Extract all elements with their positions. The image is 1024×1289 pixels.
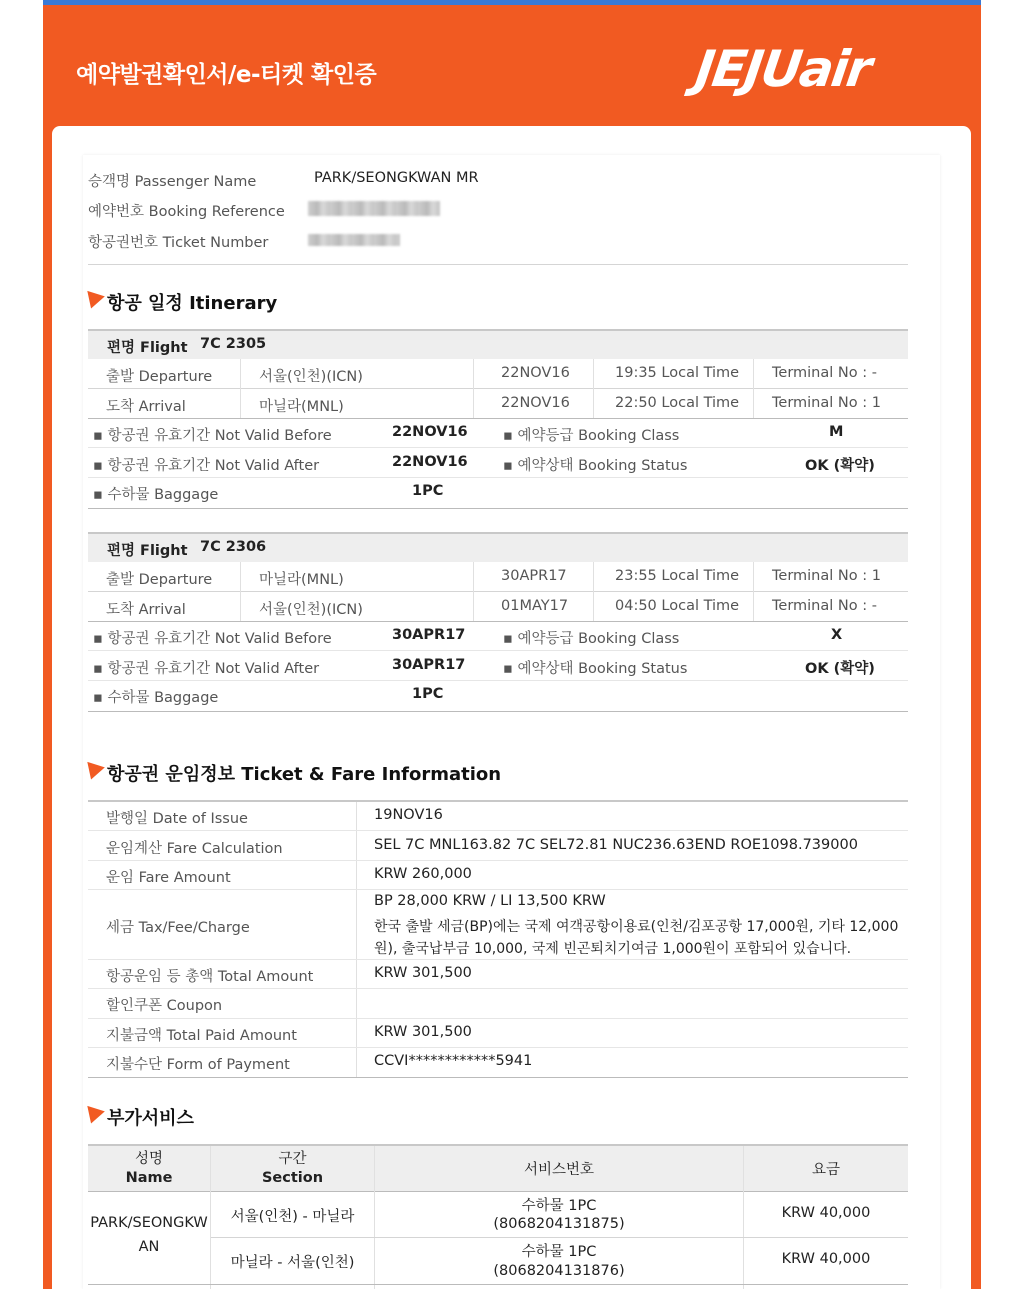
divider bbox=[593, 562, 594, 621]
date-of-issue-label: 발행일 Date of Issue bbox=[106, 811, 248, 827]
header-section-ko: 구간 bbox=[278, 1151, 307, 1167]
departure-date: 22NOV16 bbox=[501, 365, 570, 381]
not-valid-after-label: ▪ 항공권 유효기간 Not Valid After bbox=[93, 661, 320, 677]
extra-service-number: (8068204131875) bbox=[493, 1216, 625, 1232]
booking-status-label: ▪ 예약상태 Booking Status bbox=[503, 458, 688, 474]
header-fee: 요금 bbox=[811, 1162, 840, 1178]
header-name-en: Name bbox=[125, 1170, 173, 1186]
divider bbox=[88, 830, 908, 831]
baggage-label: ▪ 수하물 Baggage bbox=[93, 487, 219, 503]
arrival-label: 도착 Arrival bbox=[106, 399, 186, 415]
arrival-date: 01MAY17 bbox=[501, 598, 569, 614]
jejuair-logo: JEJUair bbox=[691, 40, 874, 98]
divider bbox=[88, 1018, 908, 1019]
not-valid-before-value: 22NOV16 bbox=[392, 424, 468, 440]
extra-section: 마닐라 - 서울(인천) bbox=[230, 1255, 355, 1271]
divider bbox=[240, 562, 241, 621]
not-valid-before-value: 30APR17 bbox=[392, 627, 466, 643]
extra-fee: KRW 40,000 bbox=[781, 1205, 871, 1221]
fare-title: 항공권 운임정보 Ticket & Fare Information bbox=[107, 764, 502, 785]
booking-reference-label: 예약번호 Booking Reference bbox=[88, 204, 285, 220]
date-of-issue-value: 19NOV16 bbox=[374, 807, 443, 823]
divider bbox=[88, 959, 908, 960]
content-panel bbox=[83, 155, 940, 1289]
total-amount-label: 항공운임 등 총액 Total Amount bbox=[106, 969, 314, 985]
header-service-number: 서비스번호 bbox=[523, 1162, 595, 1178]
baggage-value: 1PC bbox=[412, 483, 444, 499]
arrival-city: 마닐라(MNL) bbox=[259, 399, 344, 415]
fare-calculation-value: SEL 7C MNL163.82 7C SEL72.81 NUC236.63END ROE1098.739000 bbox=[374, 837, 858, 853]
departure-terminal: Terminal No : - bbox=[772, 365, 877, 381]
header-section-en: Section bbox=[261, 1170, 324, 1186]
divider bbox=[211, 1237, 908, 1238]
fare-calculation-label: 운임계산 Fare Calculation bbox=[106, 841, 283, 857]
booking-status-value: OK (확약) bbox=[805, 661, 875, 677]
departure-city: 서울(인천)(ICN) bbox=[259, 369, 363, 385]
passenger-name-label: 승객명 Passenger Name bbox=[88, 174, 257, 190]
not-valid-after-label: ▪ 항공권 유효기간 Not Valid After bbox=[93, 458, 320, 474]
extra-passenger-name-line2: AN bbox=[138, 1239, 160, 1255]
itinerary-title: 항공 일정 Itinerary bbox=[107, 293, 278, 314]
form-of-payment-value: CCVI************5941 bbox=[374, 1053, 533, 1069]
divider bbox=[88, 800, 908, 802]
divider bbox=[88, 264, 908, 265]
arrival-label: 도착 Arrival bbox=[106, 602, 186, 618]
extra-services-title: 부가서비스 bbox=[107, 1108, 194, 1129]
total-paid-label: 지불금액 Total Paid Amount bbox=[106, 1028, 297, 1044]
departure-date: 30APR17 bbox=[501, 568, 567, 584]
booking-class-label: ▪ 예약등급 Booking Class bbox=[503, 428, 680, 444]
booking-status-value: OK (확약) bbox=[805, 458, 875, 474]
flight-number: 7C 2305 bbox=[200, 336, 267, 352]
divider bbox=[88, 860, 908, 861]
baggage-label: ▪ 수하물 Baggage bbox=[93, 690, 219, 706]
header-name-ko: 성명 bbox=[134, 1151, 163, 1167]
departure-city: 마닐라(MNL) bbox=[259, 572, 344, 588]
total-amount-value: KRW 301,500 bbox=[374, 965, 472, 981]
section-flag-icon bbox=[87, 288, 106, 309]
divider bbox=[88, 388, 908, 389]
flight-label: 편명 Flight bbox=[107, 543, 188, 559]
tax-note-line1: 한국 출발 세금(BP)에는 국제 여객공항이용료(인천/김포공항 17,000원, 기타 12,000 bbox=[374, 919, 899, 935]
section-flag-icon bbox=[87, 759, 106, 780]
arrival-terminal: Terminal No : 1 bbox=[772, 395, 881, 411]
departure-label: 출발 Departure bbox=[106, 572, 213, 588]
booking-status-label: ▪ 예약상태 Booking Status bbox=[503, 661, 688, 677]
divider bbox=[753, 359, 754, 418]
document-title: 예약발권확인서/e-티켓 확인증 bbox=[76, 62, 377, 88]
divider bbox=[88, 1284, 908, 1285]
extra-service-number: (8068204131876) bbox=[493, 1263, 625, 1279]
divider bbox=[593, 359, 594, 418]
departure-time: 19:35 Local Time bbox=[615, 365, 740, 381]
ticket-number-label: 항공권번호 Ticket Number bbox=[88, 235, 269, 251]
divider bbox=[88, 889, 908, 890]
booking-reference-redacted bbox=[308, 201, 440, 216]
tax-value: BP 28,000 KRW / LI 13,500 KRW bbox=[374, 893, 606, 909]
flight-label: 편명 Flight bbox=[107, 340, 188, 356]
divider bbox=[88, 418, 908, 419]
extra-service-type: 수하물 1PC bbox=[521, 1198, 597, 1214]
fare-amount-value: KRW 260,000 bbox=[374, 866, 472, 882]
divider bbox=[88, 1077, 908, 1078]
divider bbox=[88, 591, 908, 592]
arrival-date: 22NOV16 bbox=[501, 395, 570, 411]
form-of-payment-label: 지불수단 Form of Payment bbox=[106, 1057, 290, 1073]
not-valid-after-value: 30APR17 bbox=[392, 657, 466, 673]
not-valid-after-value: 22NOV16 bbox=[392, 454, 468, 470]
not-valid-before-label: ▪ 항공권 유효기간 Not Valid Before bbox=[93, 428, 332, 444]
divider bbox=[88, 621, 908, 622]
arrival-time: 22:50 Local Time bbox=[615, 395, 740, 411]
divider bbox=[240, 359, 241, 418]
tax-label: 세금 Tax/Fee/Charge bbox=[106, 920, 250, 936]
extra-service-type: 수하물 1PC bbox=[521, 1244, 597, 1260]
tax-note-line2: 원), 출국납부금 10,000, 국제 빈곤퇴치기여금 1,000원이 포함되어 있습니다. bbox=[374, 941, 852, 957]
divider bbox=[88, 711, 908, 712]
divider bbox=[473, 359, 474, 418]
divider bbox=[88, 508, 908, 509]
baggage-value: 1PC bbox=[412, 686, 444, 702]
divider bbox=[88, 1191, 908, 1192]
coupon-label: 할인쿠폰 Coupon bbox=[106, 998, 223, 1014]
top-accent-line bbox=[43, 0, 981, 5]
departure-time: 23:55 Local Time bbox=[615, 568, 740, 584]
arrival-time: 04:50 Local Time bbox=[615, 598, 740, 614]
ticket-number-redacted bbox=[308, 234, 400, 246]
booking-class-label: ▪ 예약등급 Booking Class bbox=[503, 631, 680, 647]
flight-number: 7C 2306 bbox=[200, 539, 267, 555]
fare-amount-label: 운임 Fare Amount bbox=[106, 870, 231, 886]
divider bbox=[88, 1047, 908, 1048]
arrival-terminal: Terminal No : - bbox=[772, 598, 877, 614]
departure-label: 출발 Departure bbox=[106, 369, 213, 385]
extra-section: 서울(인천) - 마닐라 bbox=[230, 1209, 355, 1225]
arrival-city: 서울(인천)(ICN) bbox=[259, 602, 363, 618]
divider bbox=[88, 650, 908, 651]
divider bbox=[473, 562, 474, 621]
booking-class-value: M bbox=[829, 424, 844, 440]
divider bbox=[88, 988, 908, 989]
booking-class-value: X bbox=[831, 627, 843, 643]
section-flag-icon bbox=[87, 1103, 106, 1124]
extra-passenger-name-line1: PARK/SEONGKW bbox=[90, 1215, 208, 1231]
divider bbox=[753, 562, 754, 621]
divider bbox=[88, 447, 908, 448]
departure-terminal: Terminal No : 1 bbox=[772, 568, 881, 584]
divider bbox=[88, 680, 908, 681]
total-paid-value: KRW 301,500 bbox=[374, 1024, 472, 1040]
divider bbox=[356, 802, 357, 1078]
not-valid-before-label: ▪ 항공권 유효기간 Not Valid Before bbox=[93, 631, 332, 647]
extra-fee: KRW 40,000 bbox=[781, 1251, 871, 1267]
passenger-name-value: PARK/SEONGKWAN MR bbox=[314, 170, 479, 186]
divider bbox=[88, 477, 908, 478]
